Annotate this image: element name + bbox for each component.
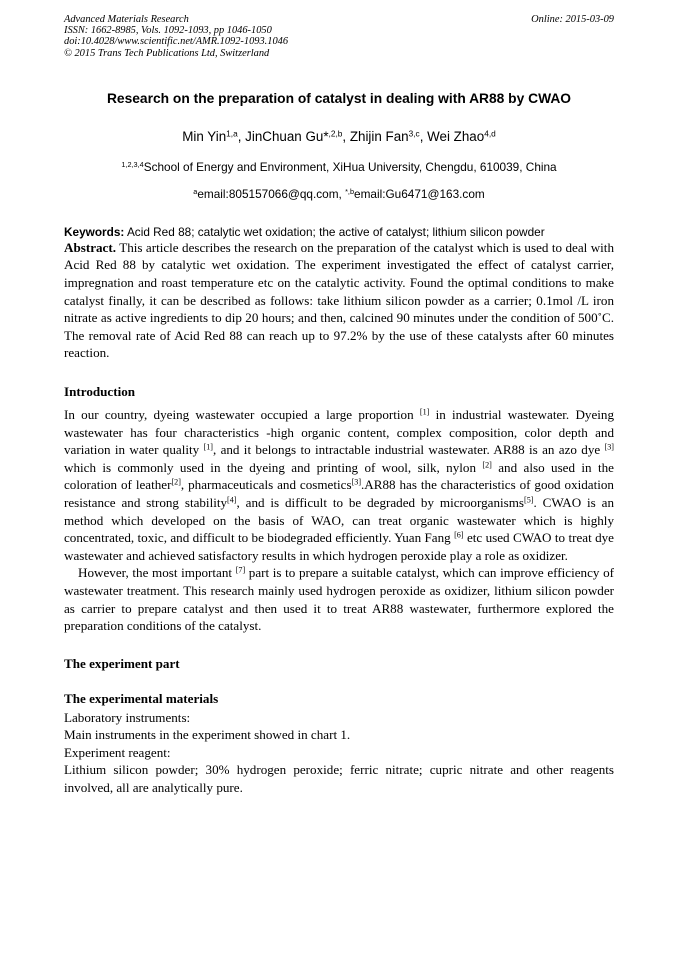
author-name: , Wei Zhao [419, 128, 485, 144]
affiliation [64, 160, 614, 174]
text-run: , pharmaceuticals and cosmetics [180, 477, 352, 493]
citation: [1] [203, 442, 213, 452]
author-name: , Zhijin Fan [342, 128, 409, 144]
citation: [6] [454, 530, 464, 540]
materials-line: Lithium silicon powder; 30% hydrogen peroxide; ferric nitrate; cupric nitrate and other reagents involved, all are analytically pure. [64, 762, 614, 796]
paper-page [64, 14, 614, 797]
journal-doi[interactable]: doi:10.4028/www.scientific.net/AMR.1092-1093.1046 [64, 36, 289, 48]
email-sup: *,b [345, 186, 355, 196]
author-affil-sup: 4,d [484, 128, 496, 139]
online-date: Online: 2015-03-09 [531, 14, 614, 25]
author-affil-sup: 1,a [226, 128, 238, 139]
text-run: which is commonly used in the dyeing and printing of wool, silk, nylon [64, 459, 483, 475]
citation: [2] [482, 460, 492, 470]
journal-copyright: © 2015 Trans Tech Publications Ltd, Switzerland [64, 47, 270, 59]
text-run: .AR88 has the characteristics of good oxidation resistance and strong stability [64, 477, 614, 510]
affiliation-sup: 1,2,3,4 [121, 159, 144, 169]
citation: [3] [351, 477, 362, 487]
citation: [4] [227, 495, 237, 505]
abstract-label: Abstract. [64, 239, 116, 255]
materials-line: Main instruments in the experiment showed in chart 1. [64, 727, 351, 743]
journal-name: Advanced Materials Research [64, 14, 189, 25]
text-run: and also used in the coloration of leather [64, 459, 614, 493]
section-heading-experiment: The experiment part [64, 655, 180, 671]
affiliation-text: School of Energy and Environment, XiHua University, Chengdu, 610039, China [143, 159, 557, 174]
email-address[interactable]: email:805157066@qq.com, [197, 186, 346, 201]
email-address[interactable]: email:Gu6471@163.com [354, 186, 485, 201]
keywords-text: Acid Red 88; catalytic wet oxidation; the active of catalyst; lithium silicon powder [124, 224, 545, 239]
text-run: in industrial wastewater. Dyeing wastewater has four characteristics -high organic content, complex composition, color depth and variation in water quality [64, 406, 614, 458]
materials-list [64, 709, 614, 797]
intro-paragraph-2 [64, 564, 614, 634]
text-run: part is to prepare a suitable catalyst, which can improve efficiency of wastewater treatment. This research mainly used hydrogen peroxide as oxidizer, lithium silicon powder as carrier to prepare catalyst and then used it to treat AR88 wastewater, furthermore explored the preparation conditions of the catalyst. [64, 565, 614, 634]
paper-title: Research on the preparation of catalyst in dealing with AR88 by CWAO [106, 90, 572, 106]
text-run: , and it belongs to intractable industrial wastewater. AR88 is an azo dye [212, 442, 605, 458]
materials-line: Experiment reagent: [64, 744, 171, 760]
email-line [64, 187, 614, 201]
citation: [7] [235, 565, 246, 575]
author-affil-sup: ,2,b [328, 128, 343, 139]
journal-issn: ISSN: 1662-8985, Vols. 1092-1093, pp 1046-1050 [64, 25, 272, 37]
text-run: etc used CWAO to treat dye wastewater and achieved satisfactory results in which hydrogen peroxide play a role as oxidizer. [64, 530, 614, 563]
citation: [1] [419, 407, 430, 417]
abstract [64, 239, 614, 362]
author-name: , JinChuan Gu* [237, 128, 329, 144]
keywords-label: Keywords: [64, 224, 125, 239]
intro-paragraph-1 [64, 406, 614, 564]
materials-line: Laboratory instruments: [64, 709, 191, 725]
section-heading-introduction: Introduction [64, 383, 136, 399]
keywords [64, 225, 614, 239]
author-name: Min Yin [182, 128, 227, 144]
author-list [64, 129, 614, 144]
text-run: In our country, dyeing wastewater occupied a large proportion [64, 406, 420, 422]
citation: [2] [171, 477, 181, 487]
author-affil-sup: 3,c [408, 128, 420, 139]
text-run: . CWAO is an method which developed on the basis of WAO, can treat organic wastewater which is highly concentrated, toxic, and difficult to be biodegraded efficiently. Yuan Fang [64, 494, 614, 546]
text-run: However, the most important [78, 565, 236, 581]
citation: [3] [604, 442, 614, 452]
subsection-heading-materials: The experimental materials [64, 690, 219, 706]
abstract-text: This article describes the research on the preparation of the catalyst which is used to deal with Acid Red 88 by catalytic wet oxidation. The experiment investigated the effect of catalyst carrier, impregnation and roast temperature etc on the catalytic activity. Found the optimal conditions to make catalyst finally, it can be described as follows: take lithium silicon powder as a carrier; 0.1mol /L iron nitrate as active ingredients to dip 20 hours; and then, calcined 90 minutes under the condition of 500˚C. The removal rate of Acid Red 88 can reach up to 97.2% by the use of these catalysts after 60 minutes reaction. [64, 239, 614, 361]
text-run: , and is difficult to be degraded by microorganisms [236, 494, 525, 510]
journal-header [64, 14, 614, 59]
email-sup: a [193, 186, 198, 196]
citation: [5] [524, 495, 534, 505]
